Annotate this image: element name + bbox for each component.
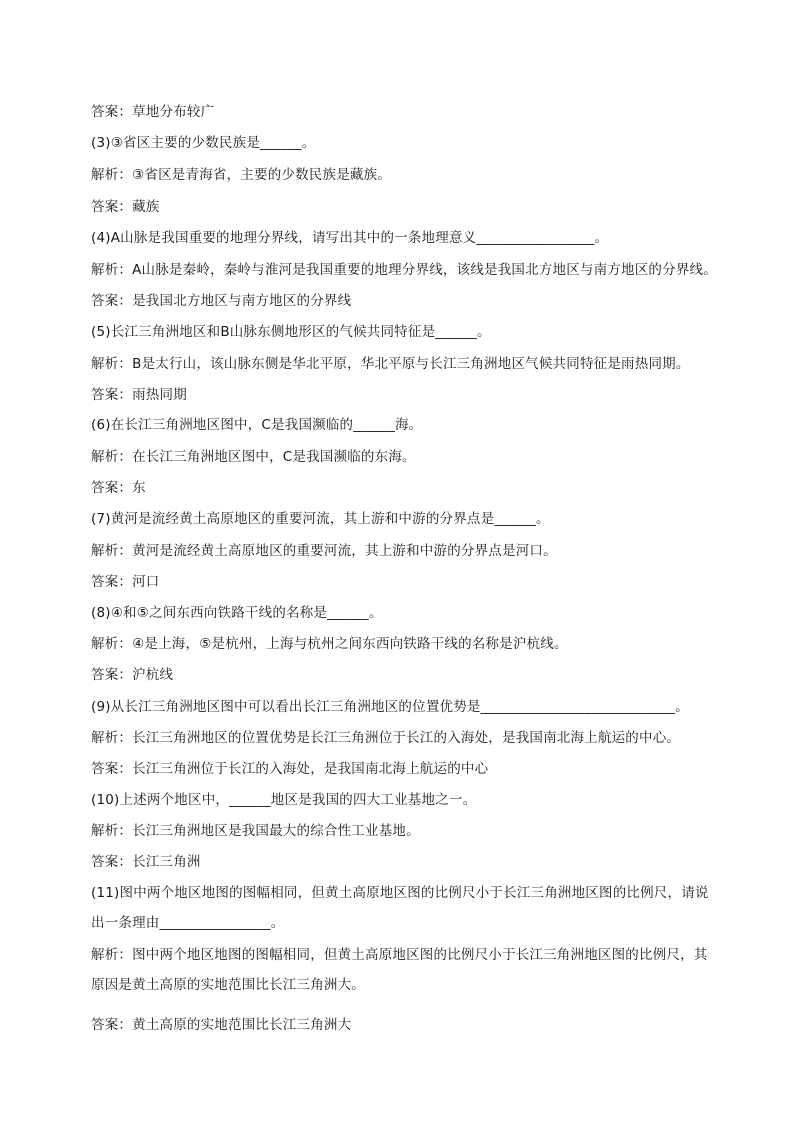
- analysis-line: 解析：③省区是青海省，主要的少数民族是藏族。: [91, 167, 392, 183]
- answer-line: 答案：雨热同期: [91, 387, 187, 403]
- analysis-line: 解析：A山脉是秦岭，秦岭与淮河是我国重要的地理分界线，该线是我国北方地区与南方地区的分界线。: [91, 262, 717, 278]
- analysis-line: 解析：在长江三角洲地区图中，C是我国濒临的东海。: [91, 449, 416, 465]
- answer-line: 答案：黄土高原的实地范围比长江三角洲大: [91, 1017, 352, 1033]
- question-5: (5)长江三角洲地区和B山脉东侧地形区的气候共同特征是______。: [91, 324, 491, 340]
- analysis-line: 解析：B是太行山，该山脉东侧是华北平原，华北平原与长江三角洲地区气候共同特征是雨热同期。: [91, 356, 690, 372]
- question-4: (4)A山脉是我国重要的地理分界线，请写出其中的一条地理意义_________________。: [91, 230, 609, 246]
- question-7: (7)黄河是流经黄土高原地区的重要河流，其上游和中游的分界点是______。: [91, 511, 550, 527]
- question-9: (9)从长江三角洲地区图中可以看出长江三角洲地区的位置优势是____________________________。: [91, 699, 689, 715]
- answer-line: 答案：东: [91, 480, 146, 496]
- question-11: (11)图中两个地区地图的图幅相同，但黄土高原地区图的比例尺小于长江三角洲地区图的比例尺，请说出一条理由________________。: [91, 885, 709, 931]
- analysis-line: 解析：黄河是流经黄土高原地区的重要河流，其上游和中游的分界点是河口。: [91, 543, 557, 559]
- answer-line: 答案：河口: [91, 574, 160, 590]
- question-6: (6)在长江三角洲地区图中，C是我国濒临的______海。: [91, 417, 423, 433]
- question-8: (8)④和⑤之间东西向铁路干线的名称是______。: [91, 605, 383, 621]
- analysis-line: 解析：④是上海，⑤是杭州，上海与杭州之间东西向铁路干线的名称是沪杭线。: [91, 636, 568, 652]
- analysis-line: 解析：长江三角洲地区的位置优势是长江三角洲位于长江的入海处，是我国南北海上航运的中心。: [91, 730, 681, 746]
- answer-line: 答案：草地分布较广: [91, 104, 215, 120]
- answer-line: 答案：沪杭线: [91, 667, 174, 683]
- question-10: (10)上述两个地区中，______地区是我国的四大工业基地之一。: [91, 792, 477, 808]
- answer-line: 答案：藏族: [91, 199, 160, 215]
- answer-line: 答案：长江三角洲位于长江的入海处，是我国南北海上航运的中心: [91, 761, 489, 777]
- answer-line: 答案：长江三角洲: [91, 854, 201, 870]
- analysis-line: 解析：长江三角洲地区是我国最大的综合性工业基地。: [91, 823, 420, 839]
- question-3: (3)③省区主要的少数民族是______。: [91, 135, 316, 151]
- answer-line: 答案：是我国北方地区与南方地区的分界线: [91, 293, 352, 309]
- analysis-line: 解析：图中两个地区地图的图幅相同，但黄土高原地区图的比例尺小于长江三角洲地区图的比例尺，其原因是黄土高原的实地范围比长江三角洲大。: [91, 947, 708, 993]
